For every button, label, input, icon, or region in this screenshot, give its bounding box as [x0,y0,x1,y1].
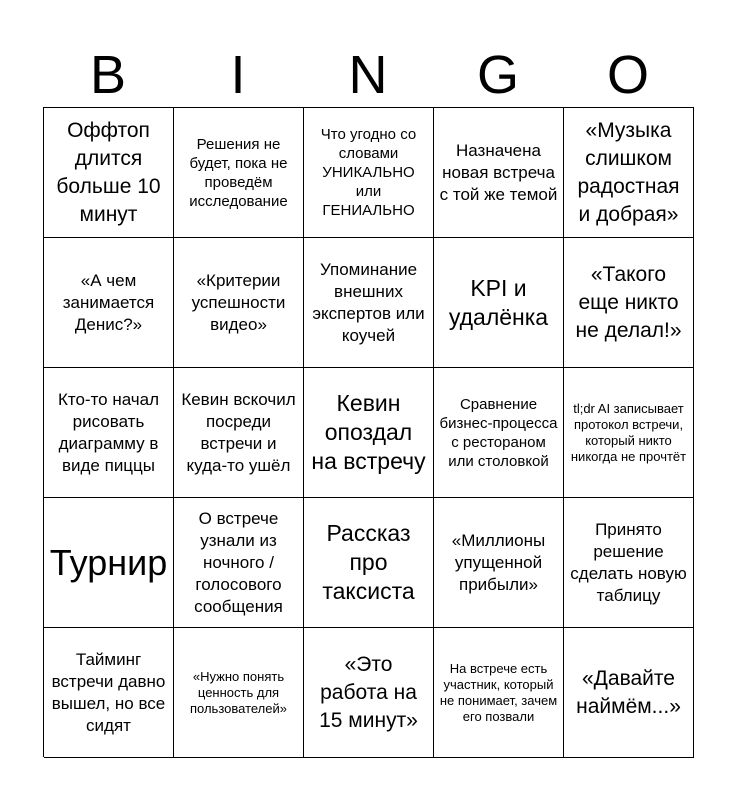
cell-text: Решения не будет, пока не проведём исследование [189,135,288,210]
bingo-header [43,44,693,106]
bingo-cell[interactable] [44,498,174,628]
cell-text: «Нужно понять ценность для пользователей» [189,668,287,716]
cell-text: Сравнение бизнес-процесса с рестораном или столовкой [439,395,558,470]
header-letter-o: O [606,45,649,105]
cell-text: «Это работа на 15 минут» [319,652,418,732]
cell-text: Назначена новая встреча с той же темой [439,140,558,204]
bingo-cell[interactable] [434,238,564,368]
cell-text: KPI и удалёнка [448,274,549,330]
bingo-cell[interactable] [174,238,304,368]
bingo-cell[interactable] [564,238,694,368]
bingo-cell[interactable] [434,628,564,758]
bingo-cell[interactable] [564,368,694,498]
cell-text: На встрече есть участник, который не понимает, зачем его позвали [439,660,558,724]
cell-text: «Критерии успешности видео» [191,270,286,334]
bingo-cell[interactable] [174,498,304,628]
bingo-cell[interactable] [434,498,564,628]
cell-text: Что угодно со словами УНИКАЛЬНО или ГЕНИАЛЬНО [320,126,417,219]
header-letter-n: N [348,45,388,105]
cell-text: «Миллионы упущенной прибыли» [451,530,546,594]
bingo-cell[interactable] [564,498,694,628]
cell-text: «А чем занимается Денис?» [62,270,155,334]
bingo-cell[interactable] [564,628,694,758]
header-letter-g: G [476,45,519,105]
cell-text: «Давайте наймём...» [576,666,681,718]
cell-text: О встрече узнали из ночного / голосового сообщения [194,508,283,616]
cell-text: Турнир [49,541,168,583]
bingo-cell[interactable] [304,108,434,238]
bingo-cell[interactable] [174,108,304,238]
bingo-cell[interactable] [174,628,304,758]
bingo-cell[interactable] [174,368,304,498]
bingo-grid [43,107,694,757]
bingo-cell[interactable] [304,238,434,368]
cell-text: «Музыка слишком радостная и добрая» [577,118,680,226]
bingo-cell[interactable] [434,108,564,238]
bingo-cell[interactable] [44,238,174,368]
cell-text: Кевин вскочил посреди встречи и куда-то ушёл [181,389,296,475]
cell-text: Оффтоп длится больше 10 минут [56,118,161,226]
bingo-cell[interactable] [304,368,434,498]
cell-text: Тайминг встречи давно вышел, но все сидят [51,649,166,735]
cell-text: «Такого еще никто не делал!» [575,262,682,342]
header-letter-i: I [230,45,246,105]
cell-text: Кто-то начал рисовать диаграмму в виде пиццы [57,389,160,475]
cell-text: Упоминание внешних экспертов или коучей [312,259,425,345]
bingo-cell[interactable] [44,368,174,498]
bingo-cell[interactable] [304,628,434,758]
cell-text: Принято решение сделать новую таблицу [570,519,687,605]
cell-text: Рассказ про таксиста [322,520,415,604]
bingo-cell[interactable] [44,108,174,238]
bingo-cell[interactable] [434,368,564,498]
header-letter-b: B [89,45,127,105]
bingo-cell[interactable] [564,108,694,238]
bingo-cell[interactable] [44,628,174,758]
cell-text: Кевин опоздал на встречу [311,390,426,474]
bingo-cell[interactable] [304,498,434,628]
cell-text: tl;dr AI записывает протокол встречи, который никто никогда не прочтёт [570,400,687,464]
